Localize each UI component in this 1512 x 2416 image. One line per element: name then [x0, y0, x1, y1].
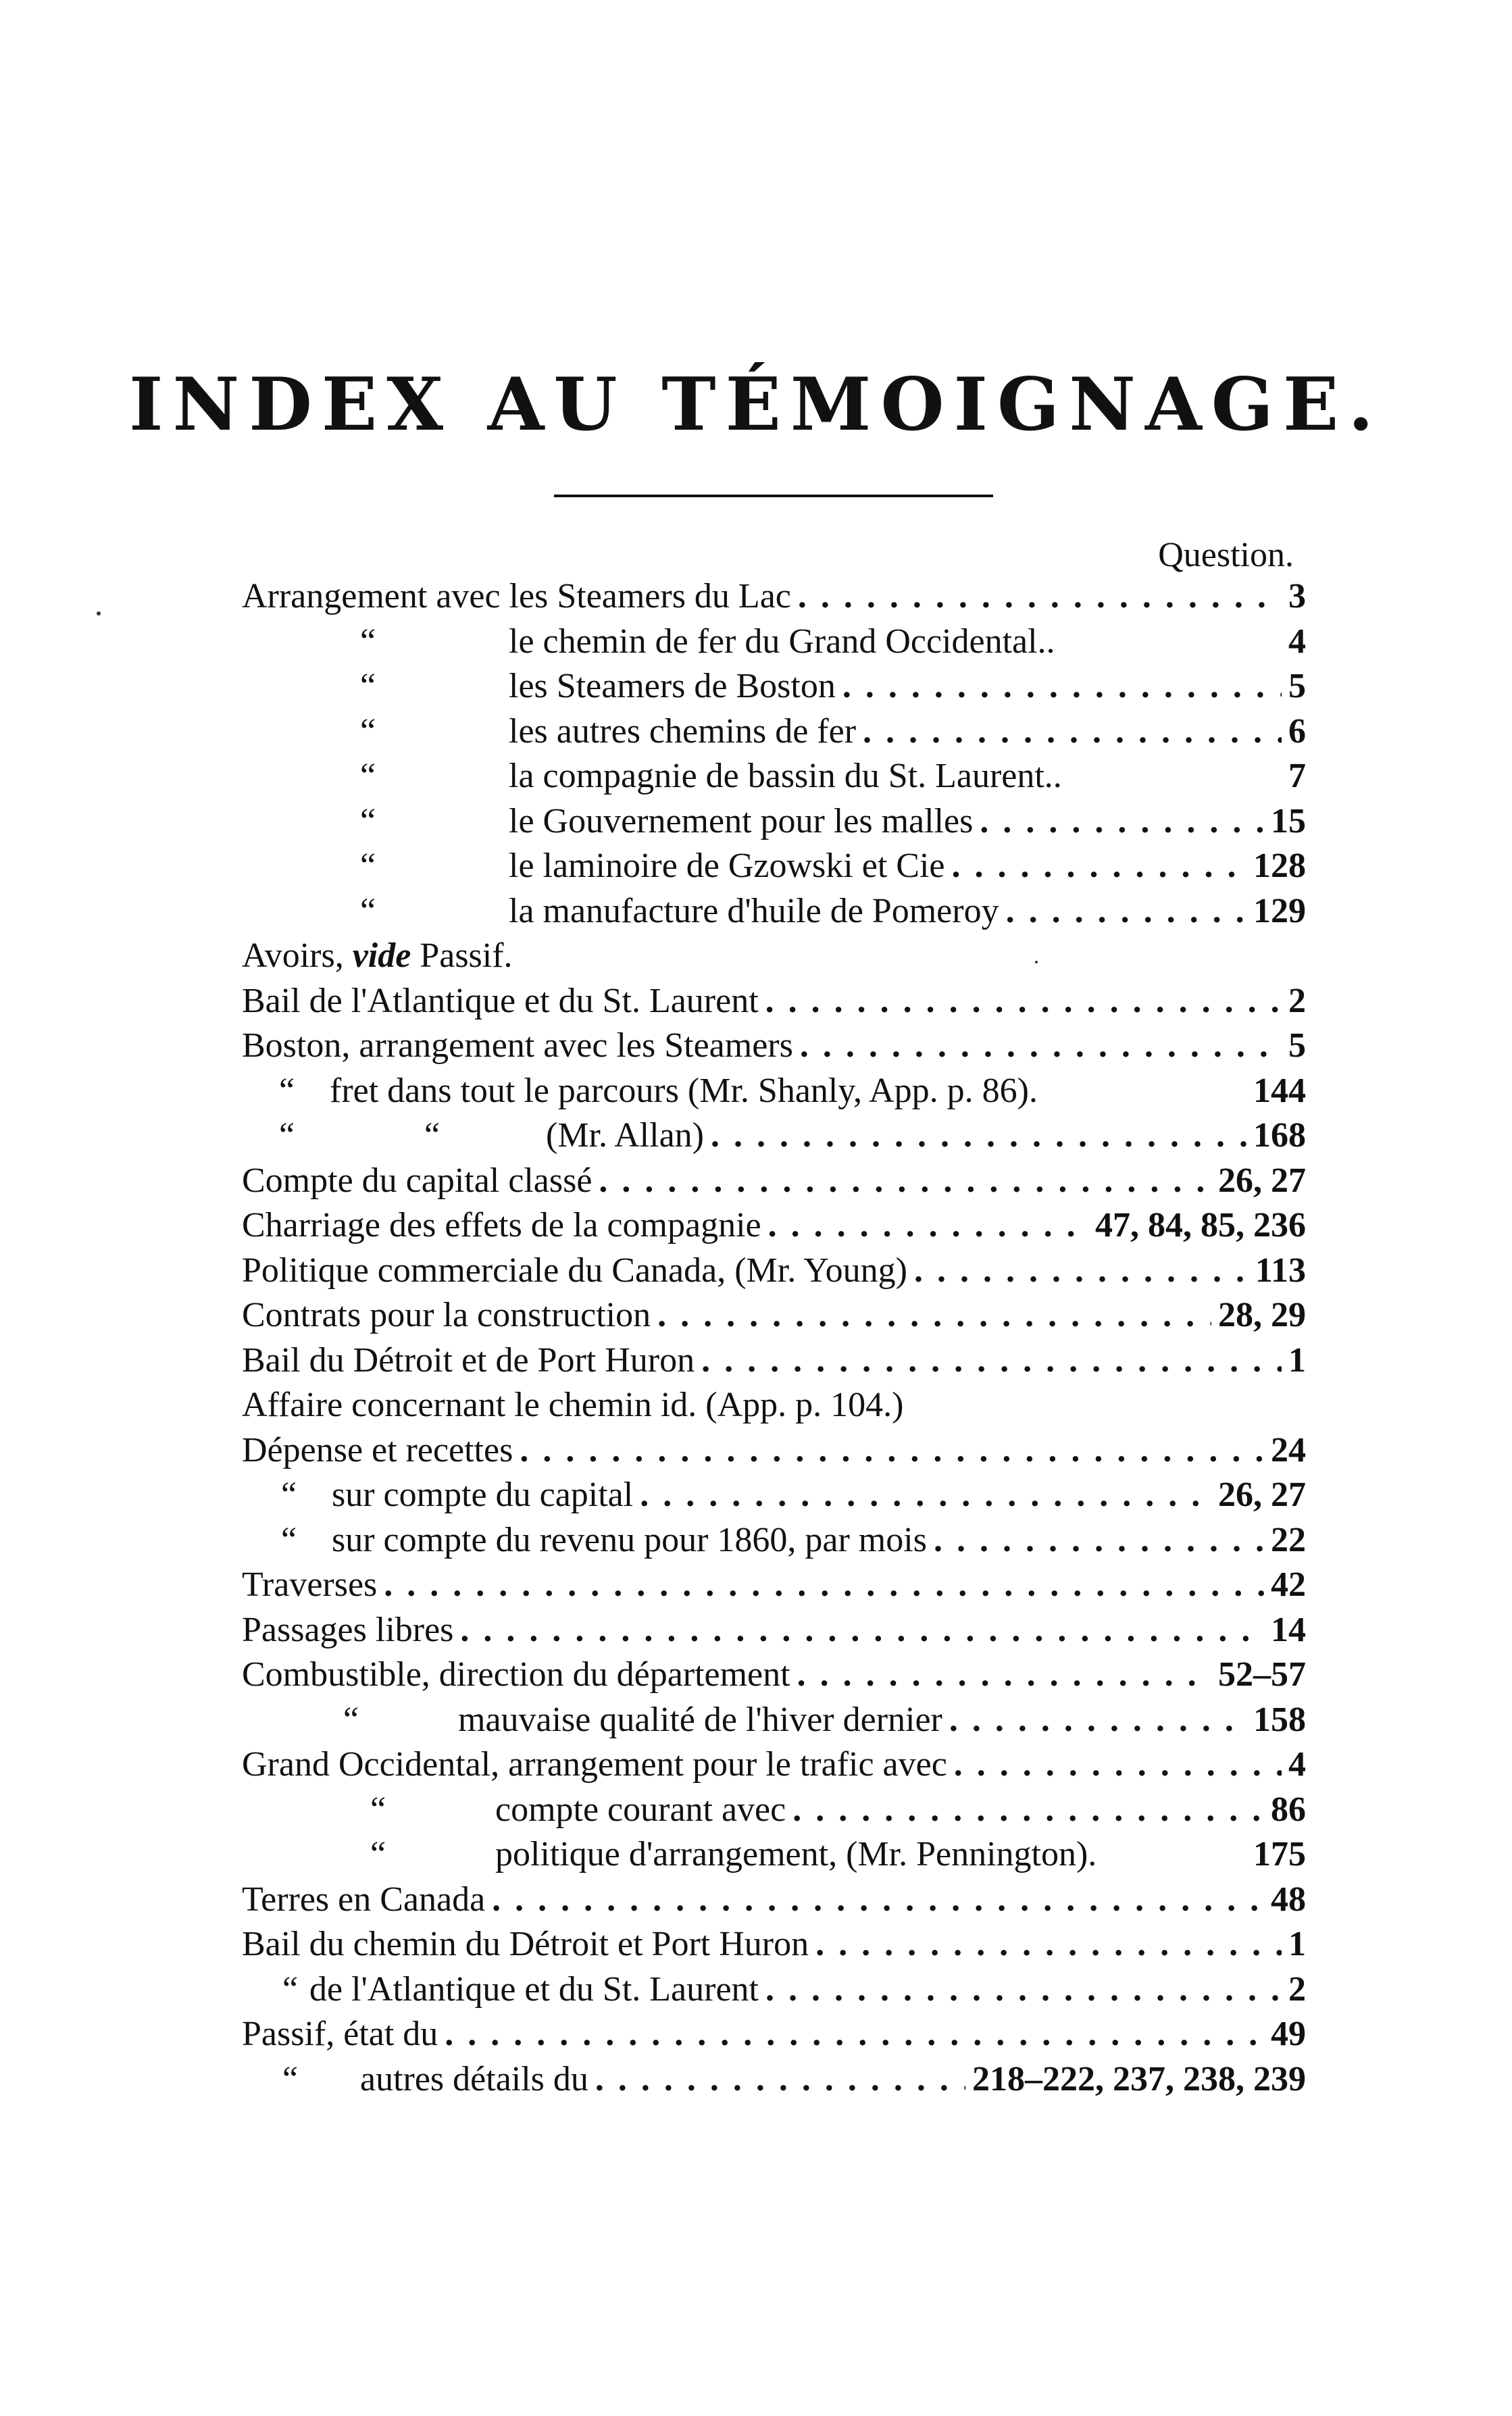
- entry-label: Contrats pour la construction: [242, 1296, 651, 1334]
- dot-leader: [980, 799, 1264, 845]
- entry-reference: 28, 29: [1218, 1296, 1306, 1334]
- index-entry: [242, 934, 1306, 979]
- entry-reference: 47, 84, 85, 236: [1095, 1206, 1306, 1244]
- entry-label: Grand Occidental, arrangement pour le trafic avec: [242, 1745, 947, 1784]
- entry-reference: 22: [1271, 1520, 1306, 1559]
- entry-reference: 49: [1271, 2015, 1306, 2053]
- entry-label: de l'Atlantique et du St. Laurent: [309, 1969, 759, 2009]
- index-entry: [242, 620, 1306, 665]
- dot-leader: [914, 1249, 1249, 1294]
- entry-reference: 1: [1288, 1925, 1306, 1963]
- index-entry: [242, 664, 1306, 709]
- index-entry: [242, 2057, 1306, 2103]
- index-entry: [242, 1878, 1306, 1923]
- index-entry: [242, 574, 1306, 620]
- dot-leader: [595, 2057, 965, 2103]
- dot-leader: [934, 1518, 1264, 1563]
- index-entry: [242, 1967, 1306, 2013]
- ditto-mark: “: [282, 2059, 299, 2098]
- entry-label: mauvaise qualité de l'hiver dernier: [458, 1700, 942, 1739]
- index-entry: [242, 1428, 1306, 1474]
- entry-label: Boston, arrangement avec les Steamers: [242, 1026, 793, 1065]
- entry-label: [242, 934, 513, 979]
- entry-reference: 14: [1271, 1610, 1306, 1649]
- entry-label: Compte du capital classé: [242, 1161, 593, 1200]
- index-entry: [242, 1608, 1306, 1653]
- entry-label: Traverses: [242, 1565, 378, 1604]
- entry-reference: 26, 27: [1218, 1161, 1306, 1200]
- entry-label: Dépense et recettes: [242, 1430, 513, 1469]
- dot-leader: [711, 1113, 1246, 1159]
- dot-leader: [863, 709, 1282, 755]
- dot-leader: [701, 1338, 1282, 1384]
- entry-label: (Mr. Allan): [546, 1116, 704, 1155]
- dot-leader: [384, 1563, 1264, 1608]
- entry-reference: 6: [1288, 711, 1306, 751]
- entry-reference: 3: [1288, 577, 1306, 615]
- index-entry: [242, 1249, 1306, 1294]
- ditto-mark: “: [360, 711, 376, 751]
- index-entry: [242, 1293, 1306, 1338]
- entry-reference: 15: [1271, 801, 1306, 840]
- entry-label-suffix: Passif.: [411, 936, 513, 975]
- entry-label: Passages libres: [242, 1610, 454, 1649]
- ditto-mark: “: [360, 757, 376, 795]
- entry-label: Politique commerciale du Canada, (Mr. Young): [242, 1251, 907, 1290]
- entry-label: Affaire concernant le chemin id. (App. p. 104.): [242, 1386, 904, 1424]
- entry-reference: 2: [1288, 981, 1306, 1020]
- entry-label: le Gouvernement pour les malles: [509, 801, 974, 840]
- ditto-mark: “: [343, 1700, 359, 1739]
- ditto-mark: “: [281, 1520, 297, 1559]
- entry-reference: 24: [1271, 1430, 1306, 1469]
- entry-reference: 5: [1288, 667, 1306, 705]
- dot-leader: [798, 574, 1282, 620]
- index-entry: [242, 1159, 1306, 1204]
- entry-label: autres détails du: [360, 2059, 588, 2098]
- dot-leader: [765, 1967, 1282, 2013]
- column-header: Question.: [1158, 536, 1294, 574]
- title-rule: [554, 495, 993, 497]
- index-entry: [242, 1024, 1306, 1069]
- entry-reference: 2: [1288, 1969, 1306, 2009]
- dot-leader: [842, 664, 1282, 709]
- page-title: INDEX AU TÉMOIGNAGE.: [129, 362, 1383, 447]
- entry-reference: 4: [1288, 1745, 1306, 1784]
- dot-leader: [1006, 889, 1246, 934]
- dot-leader: [599, 1159, 1211, 1204]
- entry-reference: 218–222, 237, 238, 239: [972, 2059, 1306, 2098]
- ditto-mark: “: [360, 801, 376, 840]
- ditto-mark: “: [279, 1116, 295, 1155]
- entry-label: Bail du Détroit et de Port Huron: [242, 1340, 695, 1380]
- entry-reference: 86: [1271, 1790, 1306, 1829]
- index-entry: [242, 979, 1306, 1024]
- index-entry: [242, 709, 1306, 755]
- entry-label: Terres en Canada: [242, 1880, 486, 1919]
- ditto-mark: “: [279, 1071, 295, 1110]
- entry-reference: 42: [1271, 1565, 1306, 1604]
- entry-reference: 52–57: [1218, 1655, 1306, 1694]
- index-entry: [242, 1518, 1306, 1563]
- ditto-mark: “: [360, 622, 376, 661]
- ditto-mark: “: [282, 1969, 299, 2009]
- entry-label: compte courant avec: [495, 1790, 786, 1829]
- entry-label: le chemin de fer du Grand Occidental..: [509, 622, 1055, 661]
- dot-leader: [492, 1878, 1264, 1923]
- ditto-mark: “: [360, 667, 376, 705]
- dot-leader: [815, 1922, 1282, 1967]
- index-entry: [242, 1473, 1306, 1518]
- entry-label: politique d'arrangement, (Mr. Pennington).: [495, 1835, 1097, 1873]
- index-entry: [242, 799, 1306, 845]
- index-entry: [242, 1832, 1306, 1878]
- entry-reference: 175: [1253, 1835, 1306, 1873]
- dot-leader: [792, 1788, 1264, 1833]
- dot-leader: [797, 1653, 1211, 1698]
- entry-label: les autres chemins de fer: [509, 711, 857, 751]
- ditto-mark: “: [360, 891, 376, 930]
- dot-leader: [954, 1742, 1282, 1788]
- entry-label-prefix: Avoirs,: [242, 936, 353, 975]
- entry-reference: 158: [1253, 1700, 1306, 1739]
- dot-leader: [460, 1608, 1264, 1653]
- entry-label: sur compte du capital: [332, 1476, 634, 1514]
- entry-reference: 144: [1253, 1071, 1306, 1110]
- entry-reference: 5: [1288, 1026, 1306, 1065]
- entry-reference: 129: [1253, 891, 1306, 930]
- dot-leader: [640, 1473, 1211, 1518]
- dot-leader: [768, 1203, 1088, 1249]
- index-entry: [242, 1788, 1306, 1833]
- entry-reference: 48: [1271, 1880, 1306, 1919]
- ditto-mark: “: [424, 1116, 440, 1155]
- entry-label: fret dans tout le parcours (Mr. Shanly, App. p. 86).: [330, 1071, 1038, 1110]
- ditto-mark: “: [281, 1476, 297, 1514]
- entry-label: Bail de l'Atlantique et du St. Laurent: [242, 981, 759, 1020]
- dot-leader: [765, 979, 1282, 1024]
- dot-leader: [445, 2012, 1264, 2057]
- entry-label: la compagnie de bassin du St. Laurent..: [509, 757, 1062, 795]
- entry-label: Passif, état du: [242, 2015, 438, 2053]
- index-list: [242, 574, 1306, 2102]
- index-entry: [242, 889, 1306, 934]
- index-entry: [242, 1338, 1306, 1384]
- entry-label: la manufacture d'huile de Pomeroy: [509, 891, 999, 930]
- ditto-mark: “: [360, 847, 376, 885]
- margin-speck: [97, 611, 101, 615]
- entry-reference: 1: [1288, 1340, 1306, 1380]
- index-entry: [242, 1653, 1306, 1698]
- entry-label: Arrangement avec les Steamers du Lac: [242, 577, 791, 615]
- entry-reference: 168: [1253, 1116, 1306, 1155]
- dot-leader: [800, 1024, 1282, 1069]
- entry-label-emphasis: vide: [352, 936, 411, 975]
- entry-reference: 4: [1288, 622, 1306, 661]
- index-entry: [242, 1069, 1306, 1114]
- index-entry: [242, 844, 1306, 889]
- entry-reference: 128: [1253, 847, 1306, 885]
- index-entry: [242, 1742, 1306, 1788]
- index-entry: [242, 1203, 1306, 1249]
- ditto-mark: “: [370, 1835, 386, 1873]
- entry-reference: 26, 27: [1218, 1476, 1306, 1514]
- entry-label: Bail du chemin du Détroit et Port Huron: [242, 1925, 809, 1963]
- index-entry: [242, 1922, 1306, 1967]
- entry-reference: 7: [1288, 757, 1306, 795]
- index-entry: [242, 754, 1306, 799]
- entry-label: le laminoire de Gzowski et Cie: [509, 847, 945, 885]
- dot-leader: [657, 1293, 1211, 1338]
- index-entry: [242, 2012, 1306, 2057]
- index-entry: [242, 1563, 1306, 1608]
- entry-label: Combustible, direction du département: [242, 1655, 790, 1694]
- index-entry: [242, 1113, 1306, 1159]
- ditto-mark: “: [370, 1790, 386, 1829]
- entry-label: sur compte du revenu pour 1860, par mois: [332, 1520, 927, 1559]
- margin-speck: [1035, 961, 1038, 963]
- dot-leader: [949, 1698, 1246, 1743]
- index-entry: [242, 1383, 1306, 1428]
- entry-label: Charriage des effets de la compagnie: [242, 1206, 761, 1244]
- dot-leader: [951, 844, 1246, 889]
- index-entry: [242, 1698, 1306, 1743]
- dot-leader: [520, 1428, 1264, 1474]
- entry-reference: 113: [1255, 1251, 1306, 1290]
- entry-label: les Steamers de Boston: [509, 667, 836, 705]
